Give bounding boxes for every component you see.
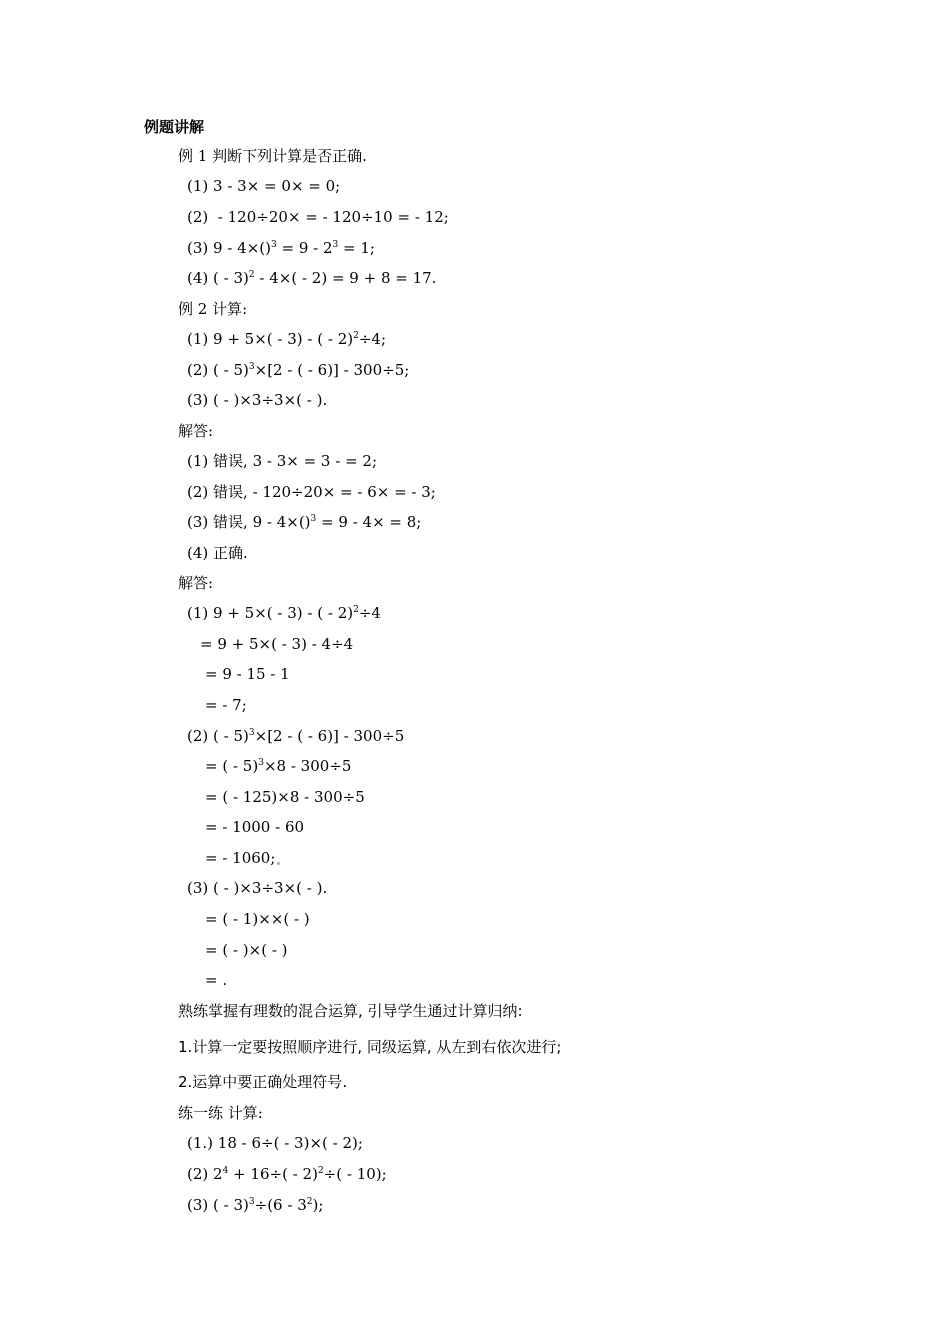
answer-2-part-2-step-2: = ( - 125)×8 - 300÷5 <box>205 788 365 806</box>
answer-2-part-2-step-4: = - 1060; <box>205 848 280 868</box>
answer-1-item-1: (1) 错误, 3 - 3× = 3 - = 2; <box>187 452 378 470</box>
answer-2-part-3-step-1: = ( - 1)××( - ) <box>205 910 310 928</box>
answer-2-part-3: (3) ( - )×3÷3×( - ). <box>187 879 328 897</box>
answer-1-item-2: (2) 错误, - 120÷20× = - 6× = - 3; <box>187 483 436 501</box>
summary-intro: 熟练掌握有理数的混合运算, 引导学生通过计算归纳: <box>178 1002 523 1020</box>
example-2-item-3: (3) ( - )×3÷3×( - ). <box>187 391 328 409</box>
answer-2-part-3-step-3: = . <box>205 971 228 989</box>
answer-2-part-1-step-1: = 9 + 5×( - 3) - 4÷4 <box>200 635 354 653</box>
answer-2-part-2-step-1: = ( - 5)$^3$×8 - 300÷5 <box>205 757 352 775</box>
practice-item-3: (3) ( - $3)^3\div(6 - 3^2)$; <box>187 1196 324 1214</box>
summary-rule-1: 1.计算一定要按照顺序进行, 同级运算, 从左到右依次进行; <box>178 1038 562 1056</box>
example-1-item-2: (2) - 120÷20× = - 120÷10 = - 12; <box>187 208 449 226</box>
answer-2-part-1: (1) 9 + 5×( - 3) - ( - 2)$^2$÷4 <box>187 604 381 622</box>
example-1-item-1: (1) 3 - 3× = 0× = 0; <box>187 177 341 195</box>
answer-2-part-2: (2) ( - 5)$^3$×[2 - ( - 6)] - 300÷5 <box>187 727 405 745</box>
example-2-item-1: (1) 9 + 5×( - 3) - ( - 2)$^2$÷4; <box>187 330 387 348</box>
example-1-item-4: (4) ( - 3)$^2$ - 4×( - 2) = 9 + 8 = 17. <box>187 269 437 287</box>
section-heading: 例题讲解 <box>144 118 205 136</box>
answer-1-title: 解答: <box>178 422 214 440</box>
answer-2-part-3-step-2: = ( - )×( - ) <box>205 941 288 959</box>
example-2-item-2: (2) ( - 5)$^3$×[2 - ( - 6)] - 300÷5; <box>187 361 410 379</box>
answer-2-part-1-step-3: = - 7; <box>205 696 247 714</box>
answer-2-part-2-step-3: = - 1000 - 60 <box>205 818 305 836</box>
practice-item-1: (1.) 18 - 6÷( - 3)×( - 2); <box>187 1134 363 1152</box>
example-2-title: 例 2 计算: <box>178 300 248 318</box>
answer-1-item-3: (3) 错误, 9 - 4×()$^3$ = 9 - 4× = 8; <box>187 513 422 531</box>
example-1-title: 例 1 判断下列计算是否正确. <box>178 147 367 165</box>
artifact-dot <box>277 862 280 865</box>
answer-2-title: 解答: <box>178 574 214 592</box>
example-1-item-3: (3) $9 - 4\times()^3 = 9 - 2^3 = 1$; <box>187 239 375 257</box>
practice-title: 练一练 计算: <box>178 1104 263 1122</box>
answer-2-part-1-step-2: = 9 - 15 - 1 <box>205 665 290 683</box>
practice-item-2: (2) $2^4 + 16\div( - 2)^2\div( - 10)$; <box>187 1165 387 1183</box>
summary-rule-2: 2.运算中要正确处理符号. <box>178 1073 348 1091</box>
answer-1-item-4: (4) 正确. <box>187 544 248 562</box>
